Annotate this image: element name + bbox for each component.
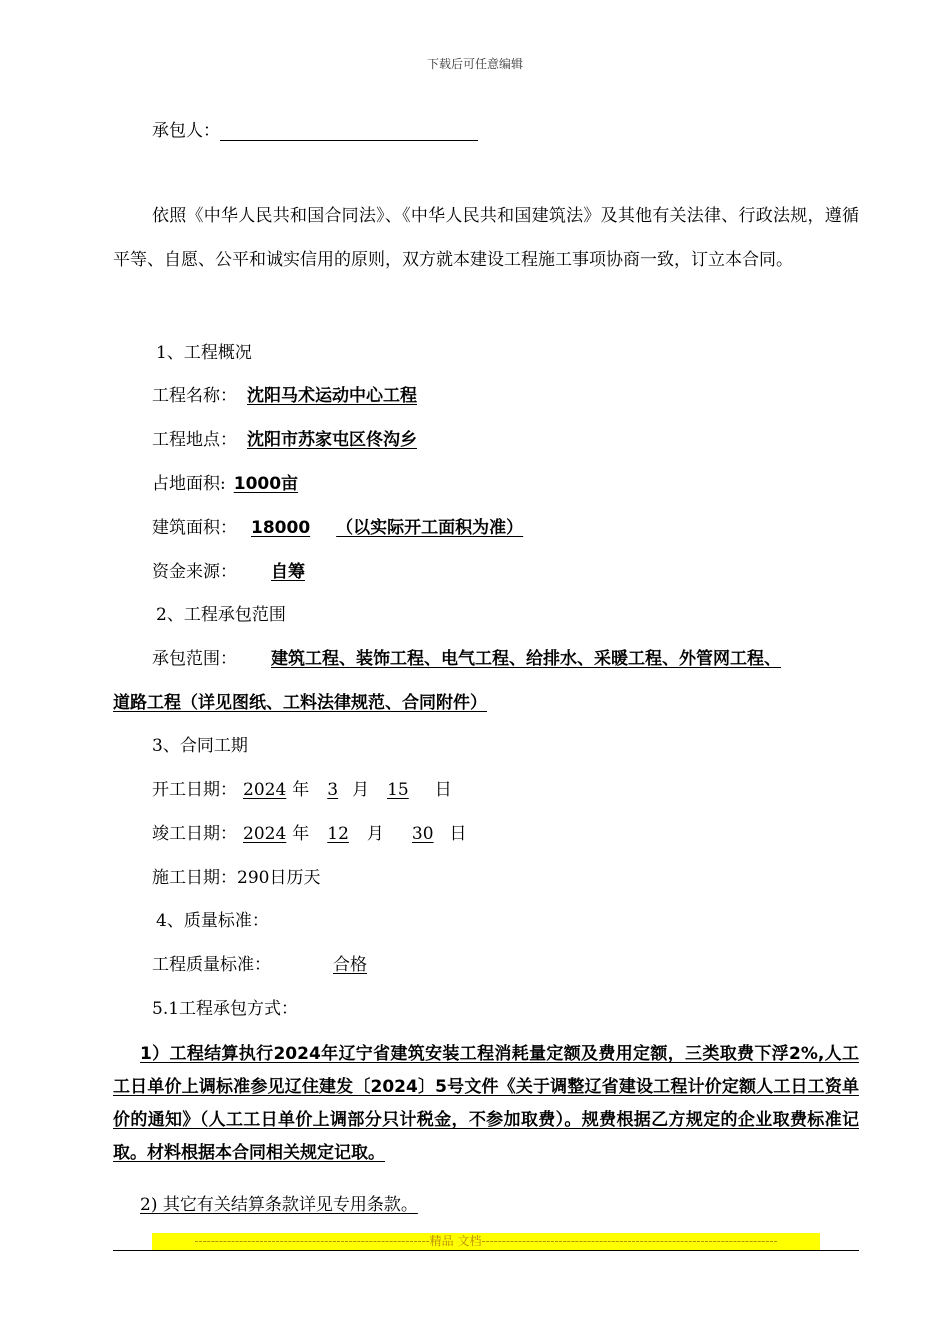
section5-item2: 2) 其它有关结算条款详见专用条款。 xyxy=(140,1195,418,1215)
end-day: 30 xyxy=(411,824,434,844)
section5-item1 xyxy=(113,1038,859,1170)
intro-text: 依照《中华人民共和国合同法》、《中华人民共和国建筑法》及其他有关法律、行政法规，遵循平等、自愿、公平和诚实信用的原则，双方就本建设工程施工事项协商一致，订立本合同。 xyxy=(113,206,859,270)
scope-line1 xyxy=(152,644,781,669)
duration-line: 施工日期：290日历天 xyxy=(152,868,321,888)
fund-source-value: 自筹 xyxy=(271,562,305,582)
fund-source-line xyxy=(152,557,343,582)
project-location-label: 工程地点： xyxy=(152,430,237,450)
footer-dashes-left: ---------------------------------------------------------- xyxy=(194,1234,430,1248)
section5-item1-text: 1）工程结算执行2024年辽宁省建筑安装工程消耗量定额及费用定额，三类取费下浮2%,人工工日单价上调标准参见辽住建发〔2024〕5号文件《关于调整辽省建设工程计价定额人工日工资单价的通知》（人工工日单价上调部分只计税金，不参加取费）。规费根据乙方规定的企业取费标准记取。材料根据本合同相关规定记取。 xyxy=(113,1044,859,1163)
start-year-unit: 年 xyxy=(292,780,310,800)
quality-line xyxy=(152,950,463,975)
project-location-line xyxy=(152,425,427,450)
end-month: 12 xyxy=(327,824,349,844)
start-day: 15 xyxy=(387,780,409,800)
end-date-label: 竣工日期： xyxy=(152,824,237,844)
footer-dashes-right: ------------------------------------------------------------------------- xyxy=(481,1234,778,1248)
section2-title: 2、工程承包范围 xyxy=(156,605,286,625)
start-year: 2024 xyxy=(243,780,287,800)
section1-title: 1、工程概况 xyxy=(156,343,252,363)
section3-title: 3、合同工期 xyxy=(152,736,248,756)
start-date-line xyxy=(152,775,452,800)
page-header: 下载后可任意编辑 xyxy=(426,57,523,71)
contractor-blank xyxy=(220,122,478,141)
end-month-unit: 月 xyxy=(366,824,384,844)
land-area-line xyxy=(152,469,308,494)
scope-value-2: 道路工程（详见图纸、工料法律规范、合同附件） xyxy=(113,693,487,713)
end-year: 2024 xyxy=(243,824,287,844)
fund-source-label: 资金来源： xyxy=(152,562,237,582)
quality-label: 工程质量标准： xyxy=(152,955,271,975)
end-date-line xyxy=(152,819,467,844)
building-area-label: 建筑面积： xyxy=(152,518,237,538)
footer-band xyxy=(152,1233,820,1250)
intro-paragraph xyxy=(113,194,859,282)
project-name-line xyxy=(152,381,427,406)
project-name-label: 工程名称： xyxy=(152,386,237,406)
start-date-label: 开工日期： xyxy=(152,780,237,800)
end-year-unit: 年 xyxy=(292,824,310,844)
contractor-line xyxy=(152,116,478,141)
scope-value-1: 建筑工程、装饰工程、电气工程、给排水、采暖工程、外管网工程、 xyxy=(271,649,781,669)
start-day-unit: 日 xyxy=(434,780,452,800)
land-area-label: 占地面积: xyxy=(152,474,226,494)
footer-rule xyxy=(113,1250,859,1251)
footer-text: 精品 文档 xyxy=(429,1234,482,1248)
building-area-line xyxy=(152,513,537,538)
quality-value: 合格 xyxy=(333,955,367,975)
contractor-label: 承包人： xyxy=(152,121,220,141)
building-area-value: 18000 （以实际开工面积为准） xyxy=(251,518,524,538)
end-day-unit: 日 xyxy=(449,824,467,844)
project-location-value: 沈阳市苏家屯区佟沟乡 xyxy=(247,430,417,450)
start-month-unit: 月 xyxy=(352,780,370,800)
section4-title: 4、质量标准： xyxy=(156,911,269,931)
scope-label: 承包范围： xyxy=(152,649,237,669)
section5-title: 5.1工程承包方式： xyxy=(152,999,299,1019)
land-area-value: 1000亩 xyxy=(233,474,299,494)
start-month: 3 xyxy=(327,780,339,800)
project-name-value: 沈阳马术运动中心工程 xyxy=(247,386,417,406)
